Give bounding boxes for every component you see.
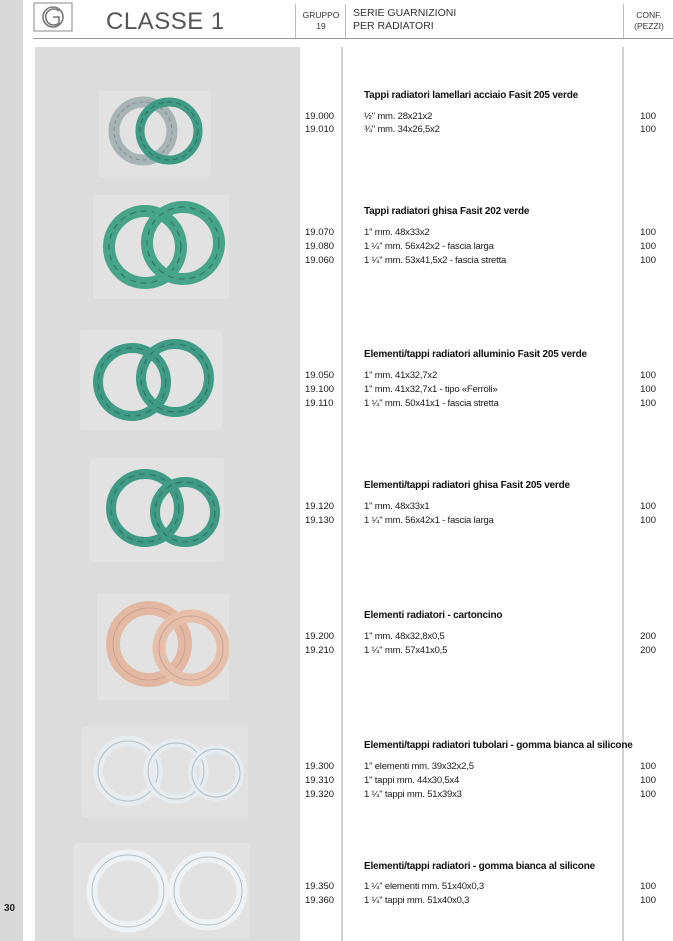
- product-description: 1" mm. 41x32,7x1 - tipo «Ferroli»: [364, 384, 498, 395]
- column-divider: [622, 47, 624, 941]
- product-description: 1 ¼" mm. 56x42x2 - fascia larga: [364, 241, 494, 252]
- product-description: 1 ¼" tappi mm. 51x39x3: [364, 789, 462, 800]
- product-photo-aluminium-gaskets: [80, 330, 222, 430]
- header-rule: [33, 38, 673, 39]
- table-row: [300, 774, 673, 788]
- product-description: 1" tappi mm. 44x30,5x4: [364, 775, 460, 786]
- pack-quantity: 100: [640, 384, 656, 395]
- product-description: 1" mm. 48x32,8x0,5: [364, 631, 445, 642]
- product-description: 1 ¼" mm. 56x42x1 - fascia larga: [364, 515, 494, 526]
- section-title: Elementi/tappi radiatori tubolari - gomma bianca al silicone: [364, 740, 633, 751]
- table-row: [300, 369, 673, 383]
- product-description: ¾" mm. 34x26,5x2: [364, 124, 440, 135]
- table-row: [300, 123, 673, 137]
- pack-quantity: 100: [640, 124, 656, 135]
- pack-quantity: 100: [640, 515, 656, 526]
- header-divider: [623, 4, 624, 38]
- pack-quantity: 100: [640, 370, 656, 381]
- table-row: [300, 894, 673, 908]
- gruppo-label: [299, 10, 343, 32]
- section-title: Tappi radiatori ghisa Fasit 202 verde: [364, 206, 530, 217]
- product-description: 1 ¼" elementi mm. 51x40x0,3: [364, 881, 484, 892]
- table-row: [300, 240, 673, 254]
- page-number: 30: [4, 903, 16, 914]
- pack-quantity: 100: [640, 881, 656, 892]
- product-photo-steel-plug-gaskets: [99, 91, 211, 177]
- gruppo-value: 19: [316, 21, 326, 31]
- table-row: [300, 110, 673, 124]
- page-header: [33, 0, 673, 42]
- product-code: 19.350: [305, 881, 335, 892]
- product-description: 1" mm. 48x33x2: [364, 227, 430, 238]
- pack-quantity: 100: [640, 775, 656, 786]
- product-code: 19.210: [305, 645, 335, 656]
- pack-quantity: 100: [640, 761, 656, 772]
- product-description: 1 ¼" mm. 57x41x0,5: [364, 645, 448, 656]
- product-code: 19.010: [305, 124, 335, 135]
- product-code: 19.060: [305, 255, 335, 266]
- pack-quantity: 100: [640, 111, 656, 122]
- pack-quantity: 100: [640, 241, 656, 252]
- product-photo-silicone-tubular-gaskets: [82, 727, 248, 817]
- header-divider: [295, 4, 296, 38]
- section-title: Elementi/tappi radiatori ghisa Fasit 205 verde: [364, 480, 570, 491]
- pack-quantity: 100: [640, 501, 656, 512]
- conf-label: [628, 10, 670, 32]
- table-row: [300, 226, 673, 240]
- pack-quantity: 100: [640, 398, 656, 409]
- section-title: Tappi radiatori lamellari acciaio Fasit 205 verde: [364, 90, 579, 101]
- header-divider: [345, 4, 346, 38]
- table-row: [300, 760, 673, 774]
- pack-quantity: 200: [640, 631, 656, 642]
- product-code: 19.070: [305, 227, 335, 238]
- series-title-line2: PER RADIATORI: [353, 20, 434, 32]
- series-title: [353, 7, 456, 33]
- product-code: 19.100: [305, 384, 335, 395]
- product-code: 19.000: [305, 111, 335, 122]
- gc-logo-icon: [33, 2, 73, 32]
- series-title-line1: SERIE GUARNIZIONI: [353, 7, 457, 19]
- section-title: Elementi/tappi radiatori - gomma bianca al silicone: [364, 861, 595, 872]
- product-code: 19.200: [305, 631, 335, 642]
- gruppo-label-text: GRUPPO: [302, 10, 340, 20]
- table-row: [300, 514, 673, 528]
- pack-quantity: 100: [640, 227, 656, 238]
- conf-label-line2: (PEZZI): [634, 21, 664, 31]
- section-title: Elementi radiatori - cartoncino: [364, 610, 503, 621]
- product-photo-cast-iron-element-gaskets: [90, 458, 224, 562]
- product-photo-silicone-gaskets: [74, 843, 250, 939]
- product-code: 19.320: [305, 789, 335, 800]
- product-description: 1" mm. 41x32,7x2: [364, 370, 438, 381]
- product-description: 1 ¼" tappi mm. 51x40x0,3: [364, 895, 470, 906]
- table-row: [300, 880, 673, 894]
- product-code: 19.080: [305, 241, 335, 252]
- product-code: 19.120: [305, 501, 335, 512]
- product-description: 1 ¼" mm. 50x41x1 - fascia stretta: [364, 398, 499, 409]
- table-row: [300, 500, 673, 514]
- product-code: 19.300: [305, 761, 335, 772]
- product-code: 19.050: [305, 370, 335, 381]
- pack-quantity: 100: [640, 255, 656, 266]
- product-description: 1" elementi mm. 39x32x2,5: [364, 761, 474, 772]
- left-margin-strip: [0, 0, 23, 941]
- product-code: 19.110: [305, 398, 334, 409]
- table-row: [300, 630, 673, 644]
- page-title: CLASSE 1: [106, 8, 225, 35]
- product-description: 1 ¼" mm. 53x41,5x2 - fascia stretta: [364, 255, 507, 266]
- pack-quantity: 100: [640, 789, 656, 800]
- pack-quantity: 100: [640, 895, 656, 906]
- table-row: [300, 397, 673, 411]
- pack-quantity: 200: [640, 645, 656, 656]
- table-row: [300, 788, 673, 802]
- table-row: [300, 254, 673, 268]
- product-code: 19.310: [305, 775, 335, 786]
- product-description: 1" mm. 48x33x1: [364, 501, 430, 512]
- product-description: ½" mm. 28x21x2: [364, 111, 433, 122]
- product-photo-cardboard-gaskets: [97, 594, 229, 700]
- table-row: [300, 644, 673, 658]
- product-code: 19.360: [305, 895, 335, 906]
- product-photo-cast-iron-plug-gaskets: [93, 195, 229, 299]
- column-divider: [341, 47, 343, 941]
- section-title: Elementi/tappi radiatori alluminio Fasit 205 verde: [364, 349, 587, 360]
- table-row: [300, 383, 673, 397]
- product-code: 19.130: [305, 515, 335, 526]
- conf-label-line1: CONF.: [636, 10, 662, 20]
